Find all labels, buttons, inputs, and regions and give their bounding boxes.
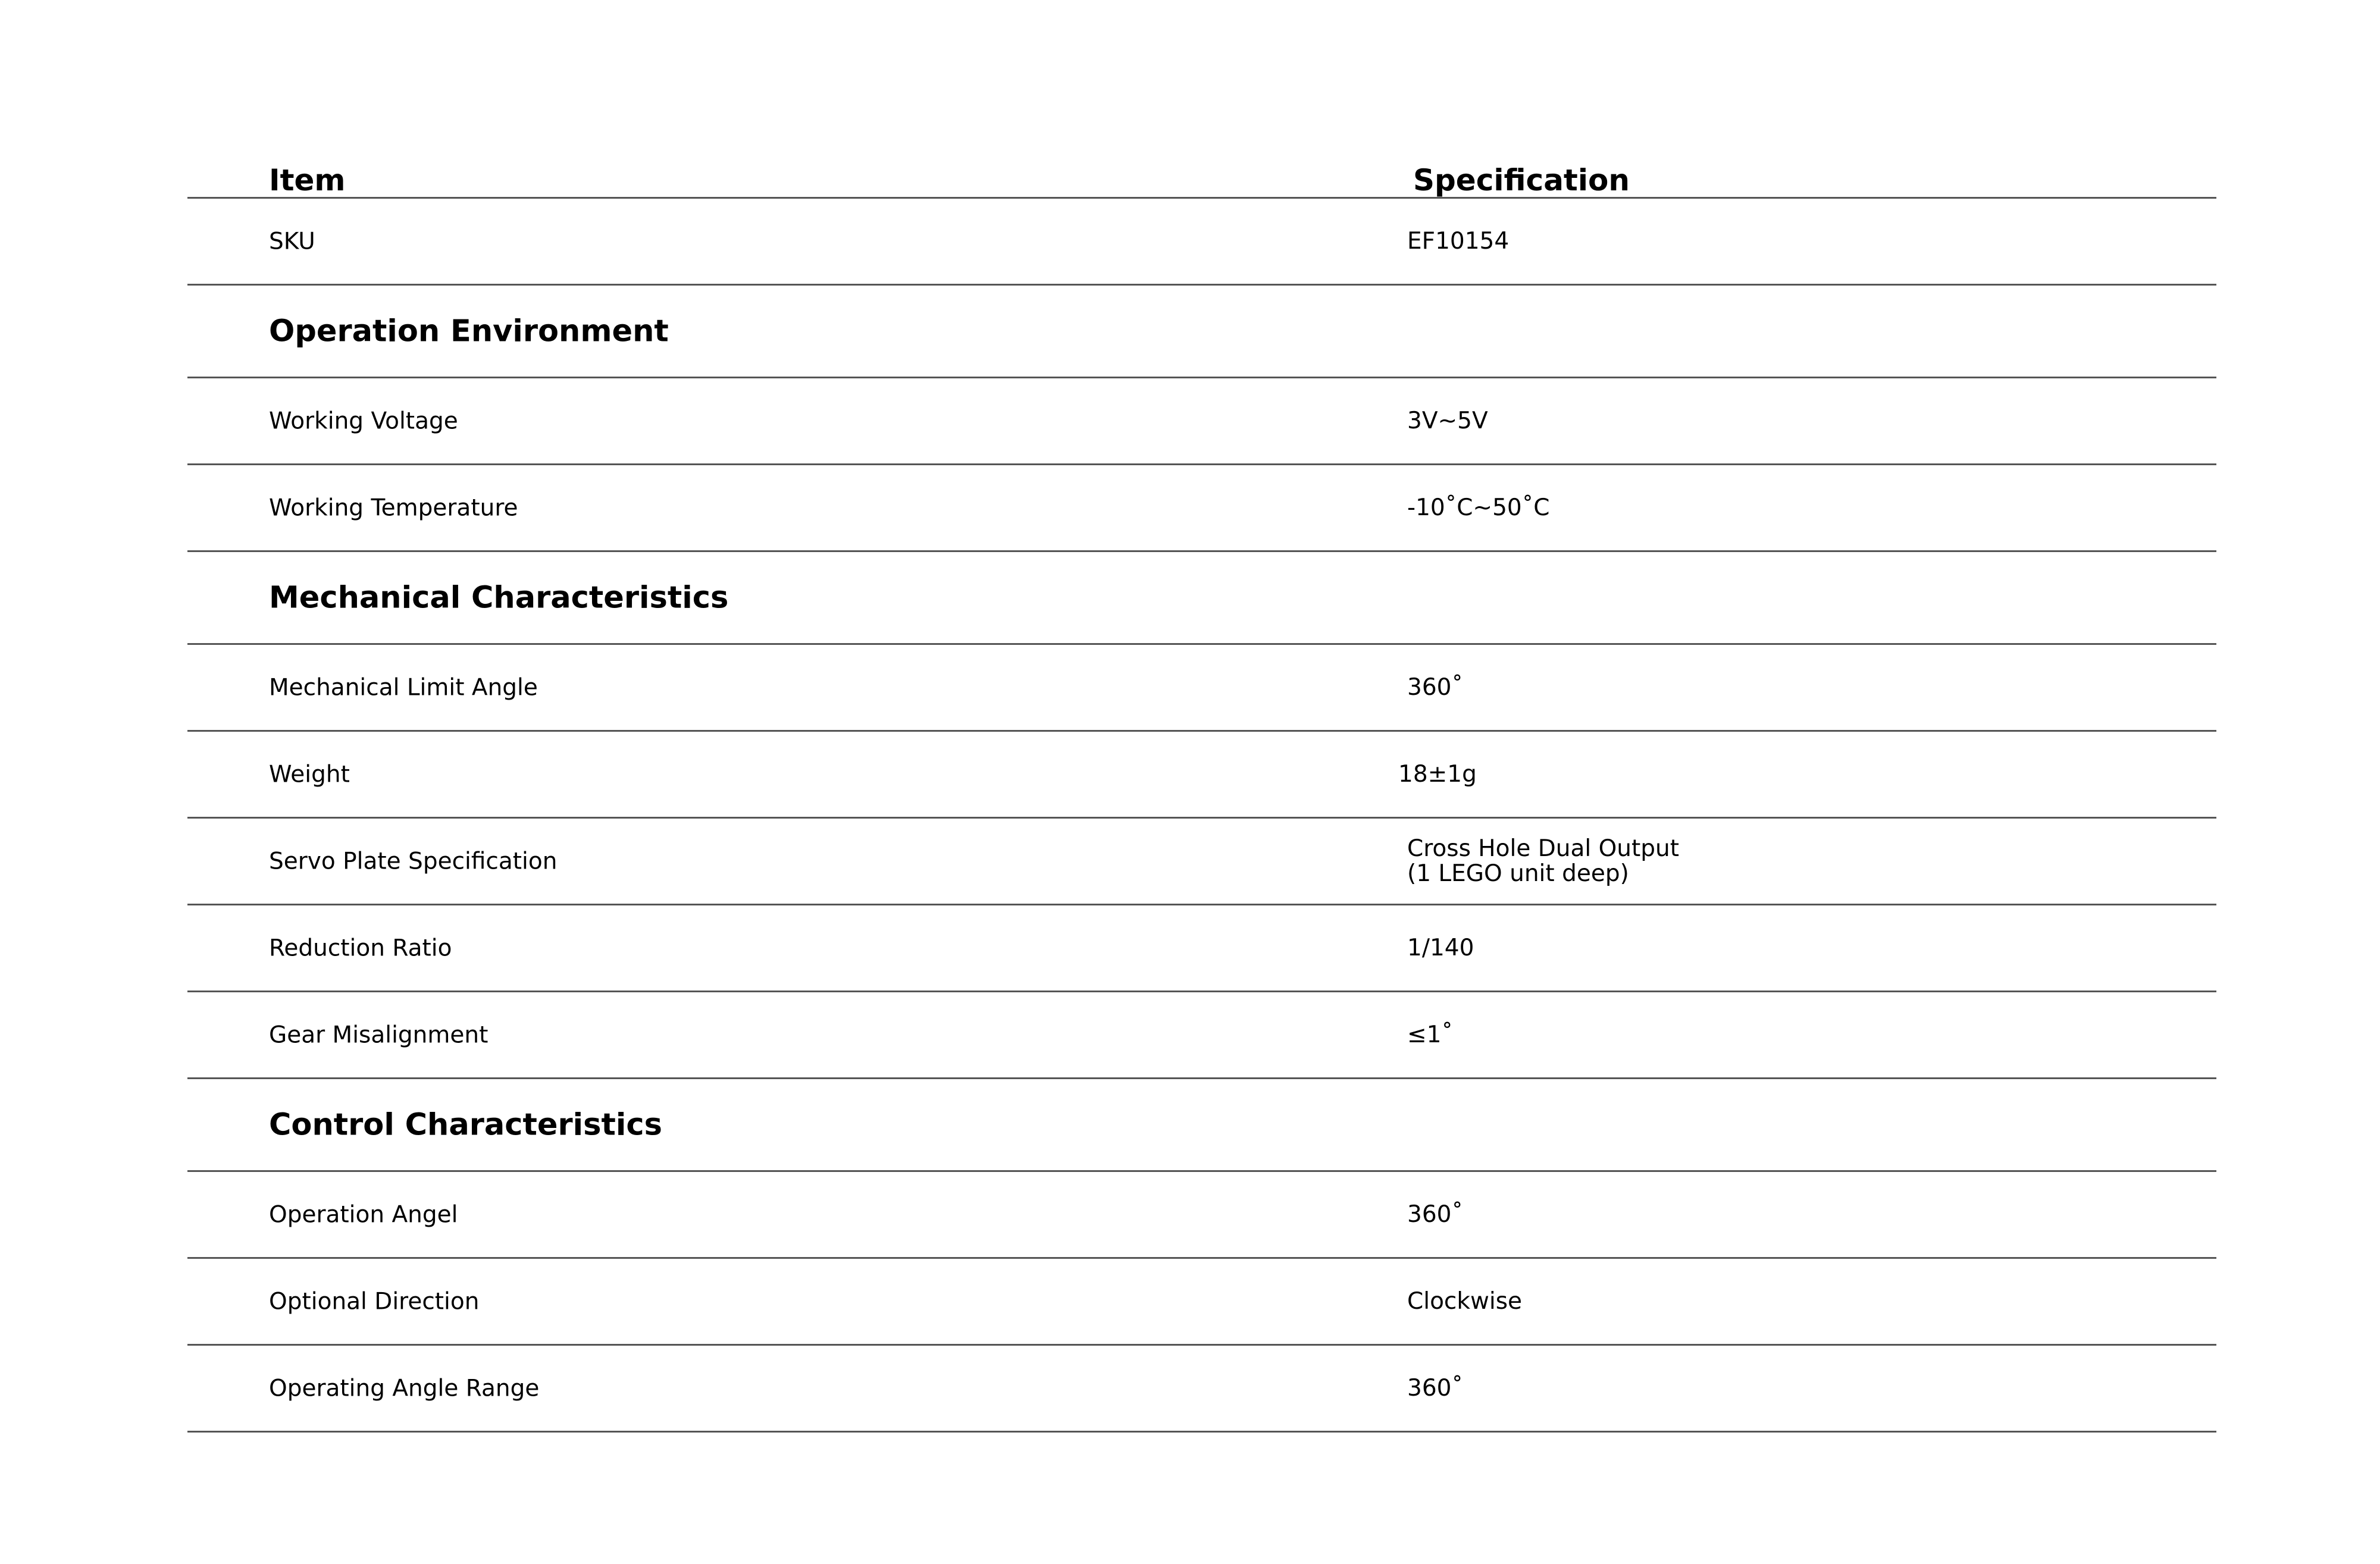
row-spec: Cross Hole Dual Output (1 LEGO unit deep) (1407, 835, 1680, 887)
section-header-row (187, 286, 2216, 378)
row-spec: 360˚ (1407, 673, 1463, 701)
table-row (187, 1259, 2216, 1346)
row-item: Weight (269, 761, 350, 788)
table-row (187, 378, 2216, 465)
table-row (187, 1172, 2216, 1259)
row-item: Operating Angle Range (269, 1375, 540, 1402)
row-item: Reduction Ratio (269, 935, 452, 961)
table-header (187, 125, 2216, 199)
row-item: Gear Misalignment (269, 1021, 488, 1048)
row-item: Servo Plate Specification (269, 848, 558, 875)
row-item: Optional Direction (269, 1288, 480, 1315)
row-item: Working Temperature (269, 494, 518, 521)
spec-table (187, 125, 2216, 1433)
table-row (187, 465, 2216, 552)
row-spec: 360˚ (1407, 1201, 1463, 1228)
row-spec: Clockwise (1407, 1287, 1523, 1315)
row-spec: 3V~5V (1407, 407, 1488, 434)
row-item: Operation Angel (269, 1201, 458, 1228)
row-spec: 360˚ (1407, 1374, 1463, 1402)
section-title: Mechanical Characteristics (269, 580, 729, 615)
row-item: SKU (269, 228, 315, 255)
table-row (187, 905, 2216, 992)
table-row (187, 199, 2216, 286)
column-header-specification: Specification (1413, 163, 1630, 198)
section-header-row (187, 1079, 2216, 1172)
table-row (187, 819, 2216, 905)
table-row (187, 992, 2216, 1079)
row-item: Working Voltage (269, 408, 458, 434)
section-title: Control Characteristics (269, 1107, 662, 1142)
table-row (187, 732, 2216, 819)
row-spec: 18±1g (1398, 760, 1477, 788)
row-spec: ≤1˚ (1407, 1021, 1453, 1048)
section-title: Operation Environment (269, 314, 669, 349)
row-spec: EF10154 (1407, 227, 1510, 255)
row-spec: 1/140 (1407, 934, 1474, 961)
section-header-row (187, 552, 2216, 645)
table-row (187, 1346, 2216, 1433)
row-item: Mechanical Limit Angle (269, 674, 538, 701)
column-header-item: Item (269, 163, 346, 198)
row-spec: -10˚C~50˚C (1407, 494, 1550, 521)
table-row (187, 645, 2216, 732)
